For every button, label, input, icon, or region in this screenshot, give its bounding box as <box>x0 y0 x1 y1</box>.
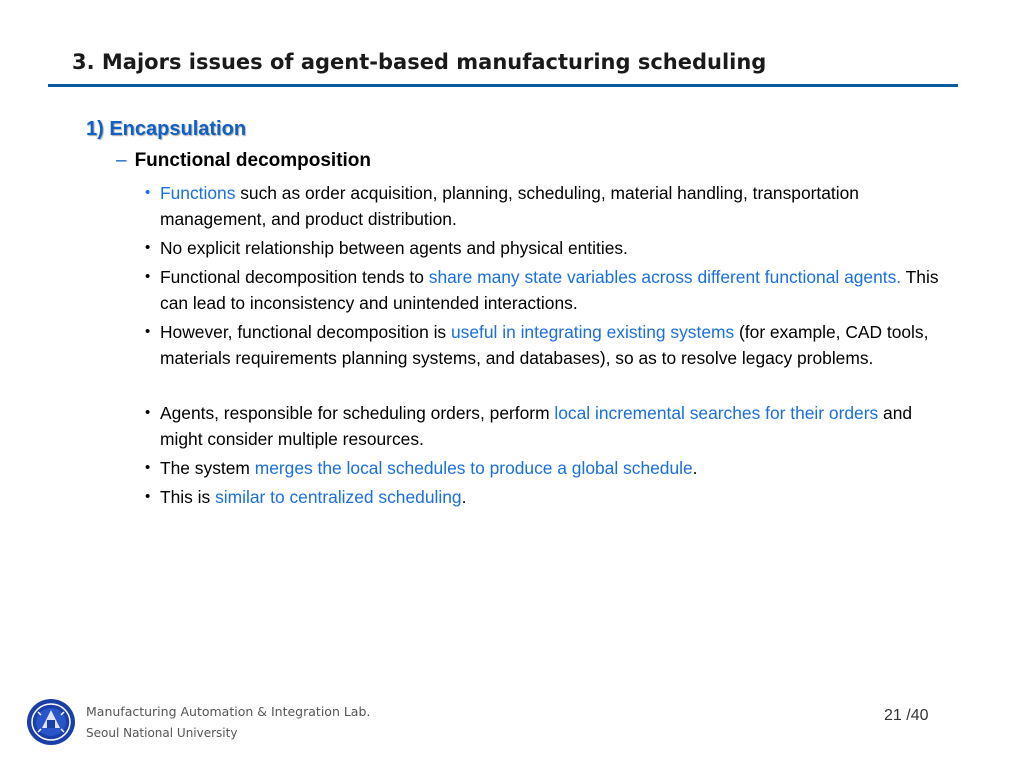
bullet-item <box>144 319 944 371</box>
bullet-highlight-text: merges the local schedules to produce a global schedule <box>254 458 693 478</box>
bullet-text: This is <box>160 487 216 507</box>
bullet-text: such as order acquisition, planning, scheduling, material handling, transportation management, and product distribution. <box>160 183 859 229</box>
bullet-list <box>144 180 944 513</box>
bullet-item <box>144 400 944 452</box>
bullet-highlight-text: Functions <box>160 183 236 203</box>
bullet-item <box>144 484 944 510</box>
sub-heading-dash: – <box>116 150 127 171</box>
sub-heading-label: Functional decomposition <box>134 150 372 171</box>
bullet-highlight-text: useful in integrating existing systems <box>450 322 735 342</box>
bullet-item <box>144 264 944 316</box>
bullet-dot-icon: • <box>145 268 151 285</box>
bullet-text: . <box>692 458 698 478</box>
bullet-text: Functional decomposition tends to <box>160 267 429 287</box>
bullet-text: . <box>461 487 467 507</box>
bullet-dot-icon: • <box>145 488 151 505</box>
bullet-dot-icon: • <box>145 239 151 256</box>
footer-university: Seoul National University <box>86 726 238 740</box>
bullet-item <box>144 180 944 232</box>
title-divider <box>48 84 958 87</box>
bullet-dot-icon: • <box>145 323 151 340</box>
bullet-item <box>144 455 944 481</box>
footer-lab-name: Manufacturing Automation & Integration Lab. <box>86 704 371 719</box>
section-heading: 1) Encapsulation <box>86 118 247 140</box>
bullet-text: No explicit relationship between agents and physical entities. <box>160 238 628 258</box>
bullet-dot-icon: • <box>145 404 151 421</box>
university-emblem-icon <box>26 698 76 746</box>
bullet-highlight-text: local incremental searches for their orders <box>554 403 879 423</box>
bullet-highlight-text: share many state variables across different functional agents. <box>428 267 902 287</box>
bullet-dot-icon: • <box>145 184 151 201</box>
bullet-text: This can lead to inconsistency and unintended interactions. <box>160 267 939 313</box>
bullet-text: (for example, CAD tools, materials requirements planning systems, and databases), so as to resolve legacy problems. <box>160 322 929 368</box>
bullet-item <box>144 235 944 261</box>
sub-heading <box>116 150 371 172</box>
bullet-text: and might consider multiple resources. <box>160 403 913 449</box>
bullet-highlight-text: similar to centralized scheduling <box>215 487 462 507</box>
bullet-text: Agents, responsible for scheduling orders, perform <box>160 403 555 423</box>
bullet-text: However, functional decomposition is <box>160 322 451 342</box>
page-number: 21 /40 <box>884 707 929 724</box>
bullet-dot-icon: • <box>145 459 151 476</box>
slide-title: 3. Majors issues of agent-based manufacturing scheduling <box>72 50 767 74</box>
bullet-text: The system <box>160 458 255 478</box>
